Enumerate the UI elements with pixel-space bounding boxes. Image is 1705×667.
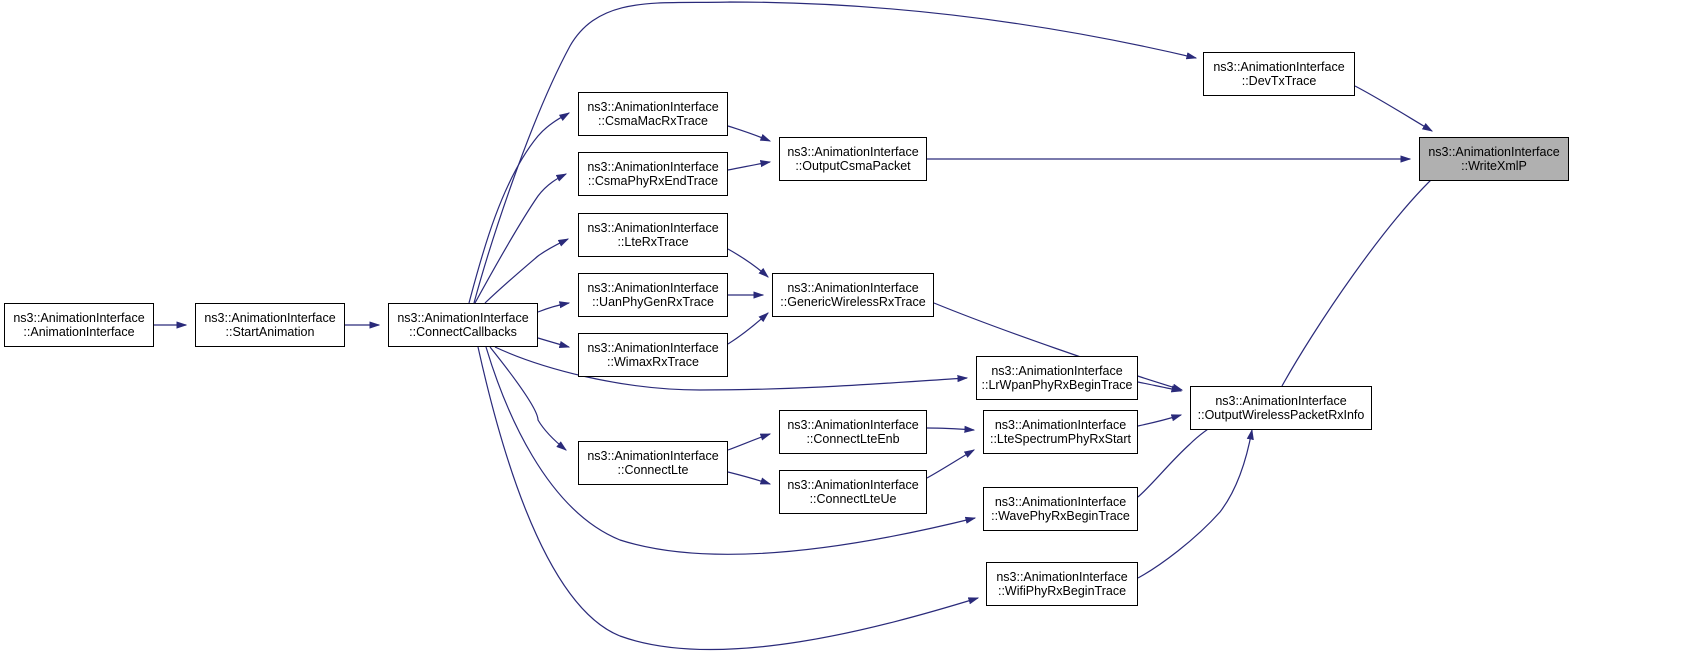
graph-node-wifiPhyRxBeginTrace[interactable] — [986, 562, 1138, 606]
edge-wifiPhyRxBeginTrace-to-outputWirelessPacketRxInfo — [1138, 430, 1252, 578]
node-label-line2: ::LteRxTrace — [617, 235, 689, 249]
node-label-line2: ::WavePhyRxBeginTrace — [991, 509, 1130, 523]
graph-node-connectLteUe[interactable] — [779, 470, 927, 514]
edge-devTxTrace-to-writeXmlP — [1355, 86, 1432, 131]
node-label-line2: ::OutputCsmaPacket — [795, 159, 911, 173]
edge-outputWirelessPacketRxInfo-to-writeXmlP — [1282, 166, 1446, 386]
edge-connectLte-to-connectLteEnb — [728, 434, 770, 450]
node-label-line2: ::LrWpanPhyRxBeginTrace — [981, 378, 1133, 392]
node-label-line1: ns3::AnimationInterface — [991, 363, 1123, 378]
node-label-line1: ns3::AnimationInterface — [994, 494, 1127, 509]
node-label-line1: ns3::AnimationInterface — [587, 159, 719, 174]
graph-node-lteSpectrumPhyRxStart[interactable] — [983, 410, 1138, 454]
edge-lteSpectrumPhyRxStart-to-outputWirelessPacketRxInfo — [1138, 415, 1181, 426]
node-label-line1: ns3::AnimationInterface — [1213, 59, 1345, 74]
edge-connectCallbacks-to-uanPhyGenRxTrace — [538, 303, 569, 312]
graph-node-animationInterface[interactable] — [4, 303, 154, 347]
edge-connectLteEnb-to-lteSpectrumPhyRxStart — [927, 428, 974, 430]
graph-node-genericWirelessRxTrace[interactable] — [772, 273, 934, 317]
node-label-line1: ns3::AnimationInterface — [204, 310, 336, 325]
edge-lteRxTrace-to-genericWirelessRxTrace — [728, 249, 768, 277]
edge-lrWpanPhyRxBeginTrace-to-outputWirelessPacketRxInfo — [1138, 382, 1181, 391]
edge-connectCallbacks-to-lteRxTrace — [485, 239, 568, 303]
graph-node-wavePhyRxBeginTrace[interactable] — [983, 487, 1138, 531]
node-label-line1: ns3::AnimationInterface — [587, 280, 719, 295]
graph-node-startAnimation[interactable] — [195, 303, 345, 347]
node-label-line1: ns3::AnimationInterface — [587, 448, 719, 463]
edge-csmaPhyRxEndTrace-to-outputCsmaPacket — [728, 162, 770, 170]
node-label-line2: ::ConnectCallbacks — [409, 325, 517, 339]
node-label-line1: ns3::AnimationInterface — [787, 144, 919, 159]
graph-node-lteRxTrace[interactable] — [578, 213, 728, 257]
node-label-line2: ::ConnectLteEnb — [806, 432, 900, 446]
node-label-line2: ::OutputWirelessPacketRxInfo — [1197, 408, 1365, 422]
node-label-line1: ns3::AnimationInterface — [787, 417, 919, 432]
graph-node-writeXmlP[interactable] — [1419, 137, 1569, 181]
edge-connectCallbacks-to-wimaxRxTrace — [538, 338, 569, 347]
node-label-line2: ::DevTxTrace — [1241, 74, 1317, 88]
node-label-line2: ::WifiPhyRxBeginTrace — [997, 584, 1127, 598]
edge-connectCallbacks-to-csmaMacRxTrace — [469, 113, 569, 303]
node-label-line2: ::CsmaMacRxTrace — [598, 114, 708, 128]
edge-connectCallbacks-to-lrWpanPhyRxBeginTrace — [495, 347, 967, 390]
node-label-line2: ::LteSpectrumPhyRxStart — [989, 432, 1132, 446]
node-label-line1: ns3::AnimationInterface — [996, 569, 1128, 584]
node-label-line1: ns3::AnimationInterface — [994, 417, 1127, 432]
edge-wimaxRxTrace-to-genericWirelessRxTrace — [728, 313, 768, 344]
graph-node-outputCsmaPacket[interactable] — [779, 137, 927, 181]
node-label-line2: ::WriteXmlP — [1461, 159, 1527, 173]
edge-wavePhyRxBeginTrace-to-outputWirelessPacketRxInfo — [1138, 420, 1222, 497]
edge-csmaMacRxTrace-to-outputCsmaPacket — [728, 126, 770, 141]
node-label-line1: ns3::AnimationInterface — [13, 310, 145, 325]
edge-connectLte-to-connectLteUe — [728, 472, 770, 484]
node-label-line2: ::GenericWirelessRxTrace — [780, 295, 926, 309]
node-label-line1: ns3::AnimationInterface — [1215, 393, 1347, 408]
edge-connectCallbacks-to-csmaPhyRxEndTrace — [475, 174, 566, 303]
node-label-line1: ns3::AnimationInterface — [1428, 144, 1560, 159]
node-label-line1: ns3::AnimationInterface — [787, 280, 919, 295]
node-label-line2: ::AnimationInterface — [23, 325, 135, 339]
graph-node-outputWirelessPacketRxInfo[interactable] — [1190, 386, 1372, 430]
graph-node-lrWpanPhyRxBeginTrace[interactable] — [976, 356, 1138, 400]
graph-node-csmaPhyRxEndTrace[interactable] — [578, 152, 728, 196]
node-label-line2: ::WimaxRxTrace — [607, 355, 699, 369]
graph-node-connectLte[interactable] — [578, 441, 728, 485]
edge-connectLteUe-to-lteSpectrumPhyRxStart — [927, 450, 974, 478]
graph-node-devTxTrace[interactable] — [1203, 52, 1355, 96]
node-label-line2: ::ConnectLte — [617, 463, 689, 477]
node-label-line1: ns3::AnimationInterface — [587, 220, 719, 235]
graph-node-connectLteEnb[interactable] — [779, 410, 927, 454]
node-label-line2: ::ConnectLteUe — [809, 492, 897, 506]
graph-node-uanPhyGenRxTrace[interactable] — [578, 273, 728, 317]
node-label-line1: ns3::AnimationInterface — [397, 310, 529, 325]
node-label-line1: ns3::AnimationInterface — [787, 477, 919, 492]
graph-node-csmaMacRxTrace[interactable] — [578, 92, 728, 136]
edge-connectCallbacks-to-connectLte — [490, 347, 566, 450]
graph-node-connectCallbacks[interactable] — [388, 303, 538, 347]
node-label-line2: ::UanPhyGenRxTrace — [592, 295, 714, 309]
node-label-line2: ::StartAnimation — [225, 325, 315, 339]
node-label-line2: ::CsmaPhyRxEndTrace — [587, 174, 719, 188]
node-label-line1: ns3::AnimationInterface — [587, 340, 719, 355]
graph-node-wimaxRxTrace[interactable] — [578, 333, 728, 377]
node-label-line1: ns3::AnimationInterface — [587, 99, 719, 114]
